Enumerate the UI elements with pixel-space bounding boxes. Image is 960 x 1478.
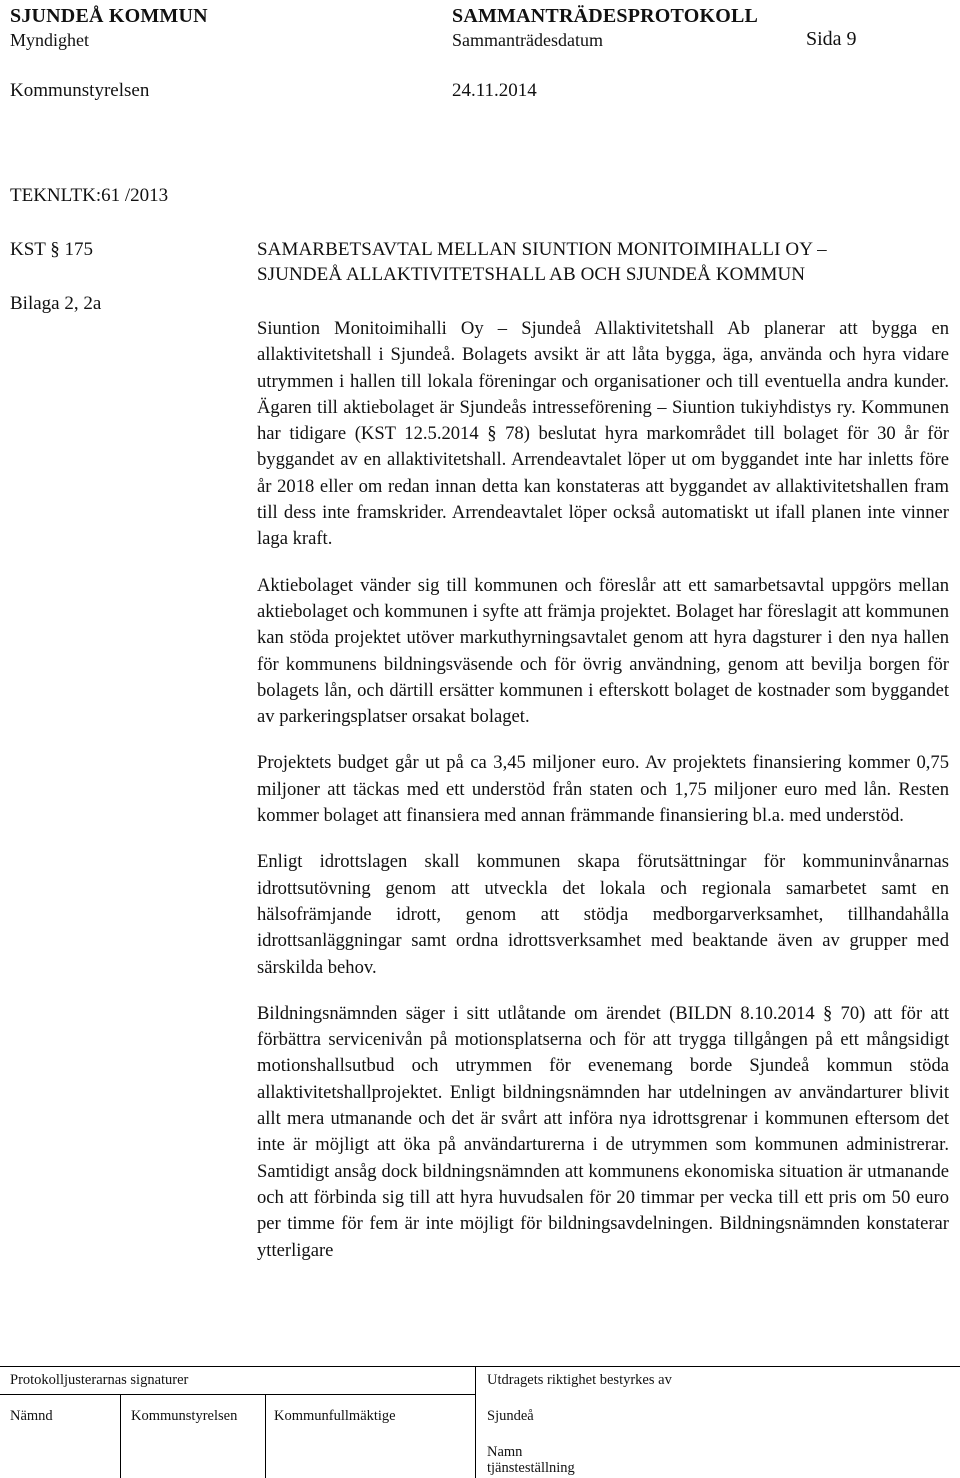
- footer-divider: [475, 1366, 476, 1478]
- item-title-line-1: SAMARBETSAVTAL MELLAN SIUNTION MONITOIMIHALLI OY –: [257, 239, 827, 260]
- organization-name: SJUNDEÅ KOMMUN: [10, 5, 208, 27]
- page-number: Sida 9: [806, 28, 857, 50]
- case-reference: TEKNLTK:61 /2013: [10, 185, 169, 206]
- section-number: KST § 175: [10, 239, 94, 260]
- authority-name: Kommunstyrelsen: [10, 80, 150, 101]
- paragraph-education-committee: Bildningsnämnden säger i sitt utlåtande om ärendet (BILDN 8.10.2014 § 70) att för att förbättra servicenivån på motionsplatserna och för att trygga tillgången på ett mångsidigt motionshallsutbud och utrymmen för evenemang borde Sjundeå kommun stöda allaktivitetshallprojektet. Enligt bildningsnämnden har utdelningen av användarturer blivit allt mera utmanande och det är svårt att införa nya idrottsgrenar i kommunen eftersom det inte är möjligt att öka på användarturerna i de utrymmen som kommunen administrerar. Samtidigt ansåg dock bildningsnämnden att kommunens ekonomiska situation är utmanande och att förbinda sig till att hyra huvudsalen för 20 timmar per vecka till ett pris om 50 euro per timme för fem är inte möjligt för bildningsavdelningen. Bildningsnämnden konstaterar ytterligare: [257, 1002, 949, 1261]
- council-column: Kommunfullmäktige: [274, 1408, 396, 1424]
- position-label: tjänsteställning: [487, 1460, 575, 1476]
- authority-label: Myndighet: [10, 30, 89, 50]
- executive-board-column: Kommunstyrelsen: [131, 1408, 238, 1424]
- meeting-date-label: Sammanträdesdatum: [452, 30, 603, 50]
- attachment-reference: Bilaga 2, 2a: [10, 293, 102, 314]
- footer-col-rule-1: [120, 1394, 121, 1478]
- signature-footer: [0, 1366, 960, 1478]
- item-title-line-2: SJUNDEÅ ALLAKTIVITETSHALL AB OCH SJUNDEÅ KOMMUN: [257, 264, 806, 285]
- name-label: Namn: [487, 1444, 523, 1460]
- paragraph-budget: Projektets budget går ut på ca 3,45 miljoner euro. Av projektets finansiering kommer 0,75 miljoner att täckas med ett understöd från staten och 1,75 miljoner euro med lån. Resten kommer bolaget att finansiera med annan främmande finansiering bl.a. med understöd.: [257, 752, 949, 827]
- footer-sig-rule: [0, 1394, 475, 1395]
- footer-top-rule: [0, 1366, 960, 1367]
- committee-column: Nämnd: [10, 1408, 53, 1424]
- meeting-date: 24.11.2014: [452, 80, 537, 101]
- paragraph-background: Siuntion Monitoimihalli Oy – Sjundeå Allaktivitetshall Ab planerar att bygga en allaktivitetshall i Sjundeå. Bolagets avsikt är att låta bygga, äga, använda och hyra vidare utrymmen i hallen till lokala föreningar och organisationer och till eventuella andra kunder. Ägaren till aktiebolaget är Sjundeås intresseförening – Siuntion tukiyhdistys ry. Kommunen har tidigare (KST 12.5.2014 § 78) beslutat hyra markområdet till bolaget för 30 år för byggandet av en allaktivitetshall. Arrendeavtalet löper ut om byggandet inte har inletts före år 2018 eller om redan innan detta kan konstateras att byggandet av allaktivitetshallen fram till dess inte framskrider. Arrendeavtalet löper också automatiskt ut ifall planen inte vinner laga kraft.: [257, 318, 949, 550]
- item-body: [257, 316, 949, 1264]
- excerpt-label: Utdragets riktighet bestyrkes av: [487, 1372, 672, 1388]
- footer-col-rule-2: [265, 1394, 266, 1478]
- signatures-label: Protokolljusterarnas signaturer: [10, 1372, 189, 1388]
- place-label: Sjundeå: [487, 1408, 534, 1424]
- paragraph-sports-law: Enligt idrottslagen skall kommunen skapa förutsättningar för kommuninvånarnas idrottsutövning genom att utveckla det lokala och regionala samarbetet samt en hälsofrämjande idrott, genom att stödja medborgarverksamhet, tillhandahålla idrottsanläggningar samt ordna idrottsverksamhet med beaktande även av grupper med särskilda behov.: [257, 851, 949, 978]
- document-type: SAMMANTRÄDESPROTOKOLL: [452, 5, 759, 27]
- paragraph-proposal: Aktiebolaget vänder sig till kommunen och föreslår att ett samarbetsavtal uppgörs mellan aktiebolaget och kommunen i syfte att främja projektet. Bolaget har föreslagit att kommunen kan stöda projektet utöver markuthyrningsavtalet genom att hyra dagsturer i den nya hallen för kommunens bildningsväsende och för övrig användning, genom att bevilja borgen för bolagets lån, och därtill ersätter kommunen i efterskott bolaget de kostnader som byggandet av parkeringsplatser orsakat bolaget.: [257, 574, 949, 728]
